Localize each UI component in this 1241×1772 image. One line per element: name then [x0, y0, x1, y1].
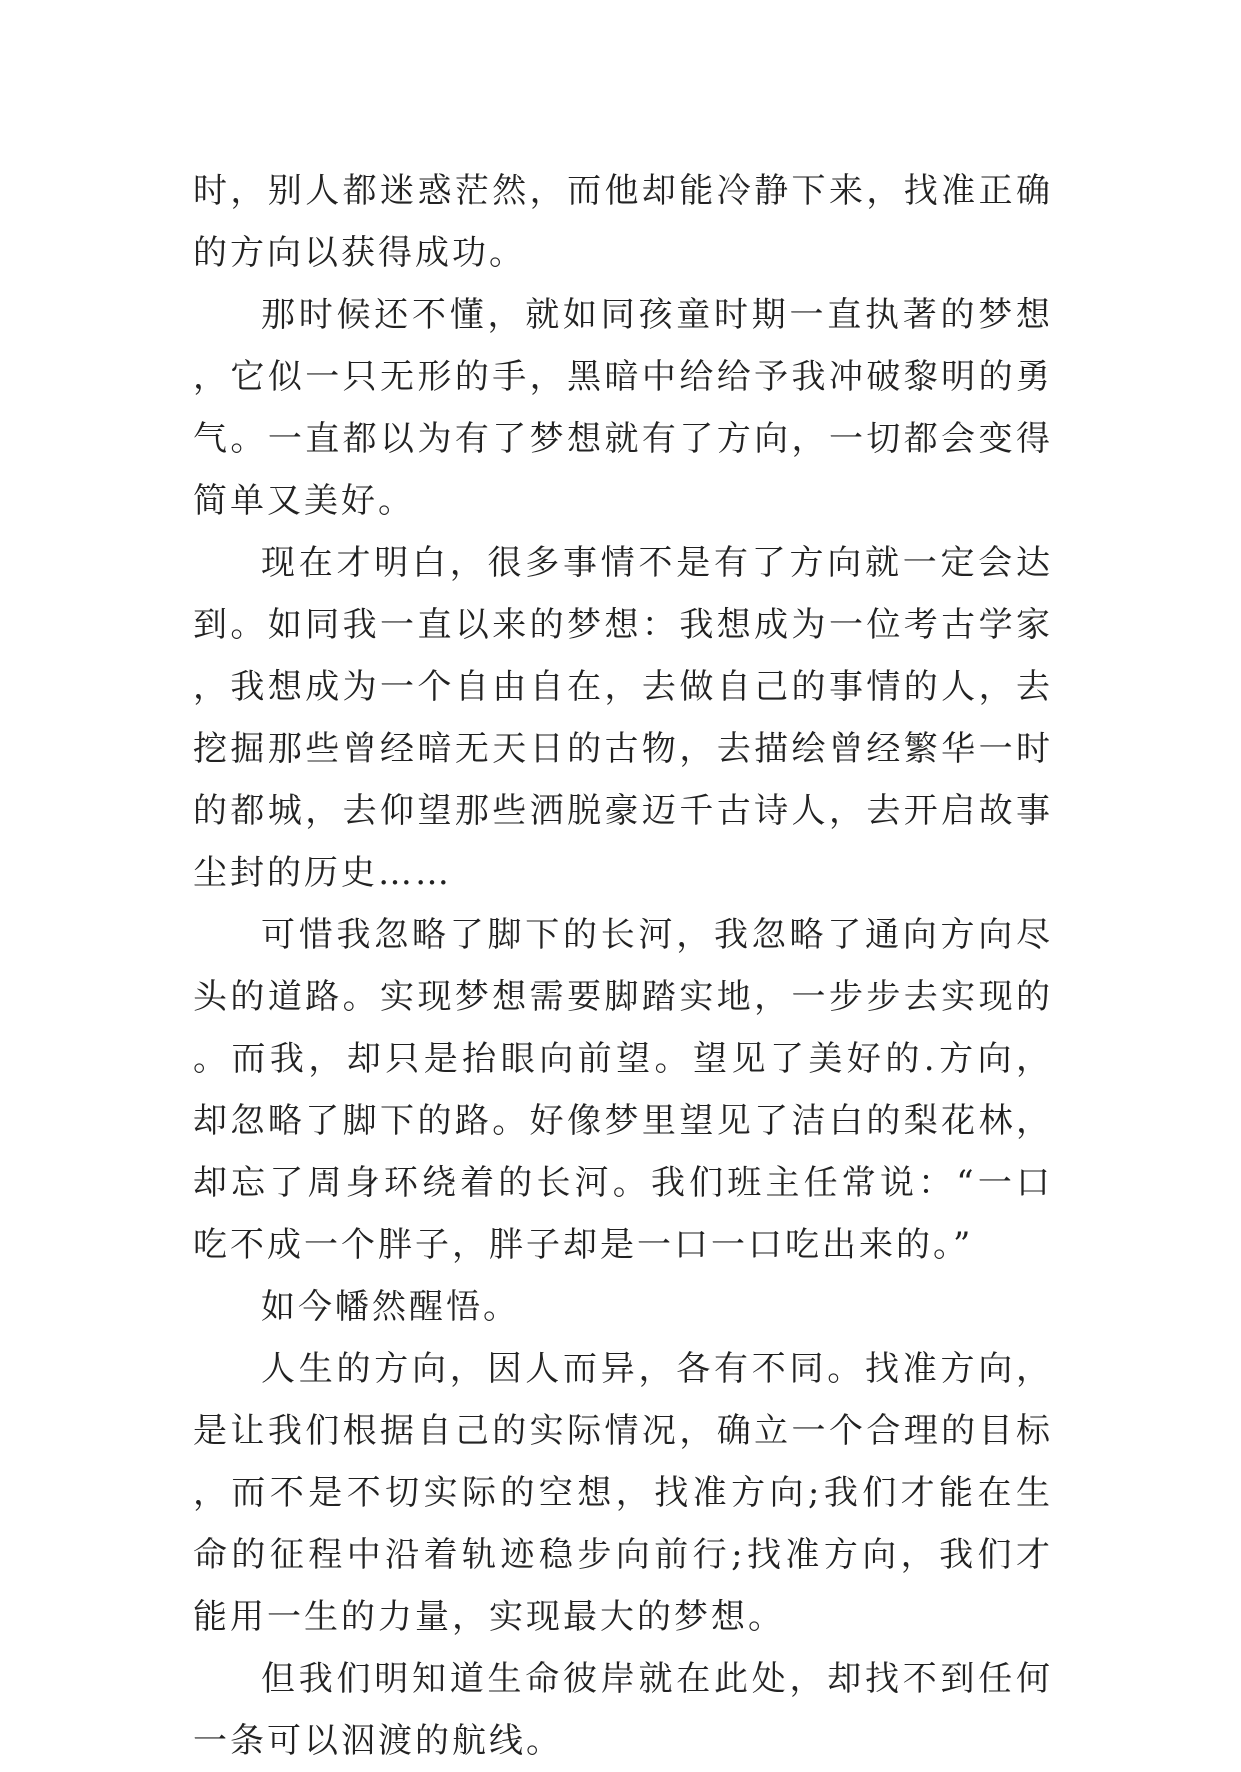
paragraph-6: 人生的方向，因人而异，各有不同。找准方向，是让我们根据自己的实际情况，确立一个合理的目标，而不是不切实际的空想，找准方向;我们才能在生命的征程中沿着轨迹稳步向前行;找准方向，我们才能用一生的力量，实现最大的梦想。 — [193, 1349, 1053, 1637]
paragraph-1: 时，别人都迷惑茫然，而他却能冷静下来，找准正确的方向以获得成功。 — [193, 171, 1053, 273]
paragraph-3: 现在才明白，很多事情不是有了方向就一定会达到。如同我一直以来的梦想：我想成为一位考古学家，我想成为一个自由自在，去做自己的事情的人，去挖掘那些曾经暗无天日的古物，去描绘曾经繁华一时的都城，去仰望那些洒脱豪迈千古诗人，去开启故事尘封的历史…… — [193, 543, 1053, 893]
paragraph-5: 如今幡然醒悟。 — [261, 1287, 520, 1327]
paragraph-4: 可惜我忽略了脚下的长河，我忽略了通向方向尽头的道路。实现梦想需要脚踏实地，一步步去实现的。而我，却只是抬眼向前望。望见了美好的.方向，却忽略了脚下的路。好像梦里望见了洁白的梨花林，却忘了周身环绕着的长河。我们班主任常说：“一口吃不成一个胖子，胖子却是一口一口吃出来的。” — [193, 915, 1053, 1265]
document-body — [193, 160, 1053, 1772]
paragraph-2: 那时候还不懂，就如同孩童时期一直执著的梦想，它似一只无形的手，黑暗中给给予我冲破黎明的勇气。一直都以为有了梦想就有了方向，一切都会变得简单又美好。 — [193, 295, 1053, 521]
paragraph-7: 但我们明知道生命彼岸就在此处，却找不到任何一条可以泅渡的航线。 — [193, 1659, 1053, 1761]
